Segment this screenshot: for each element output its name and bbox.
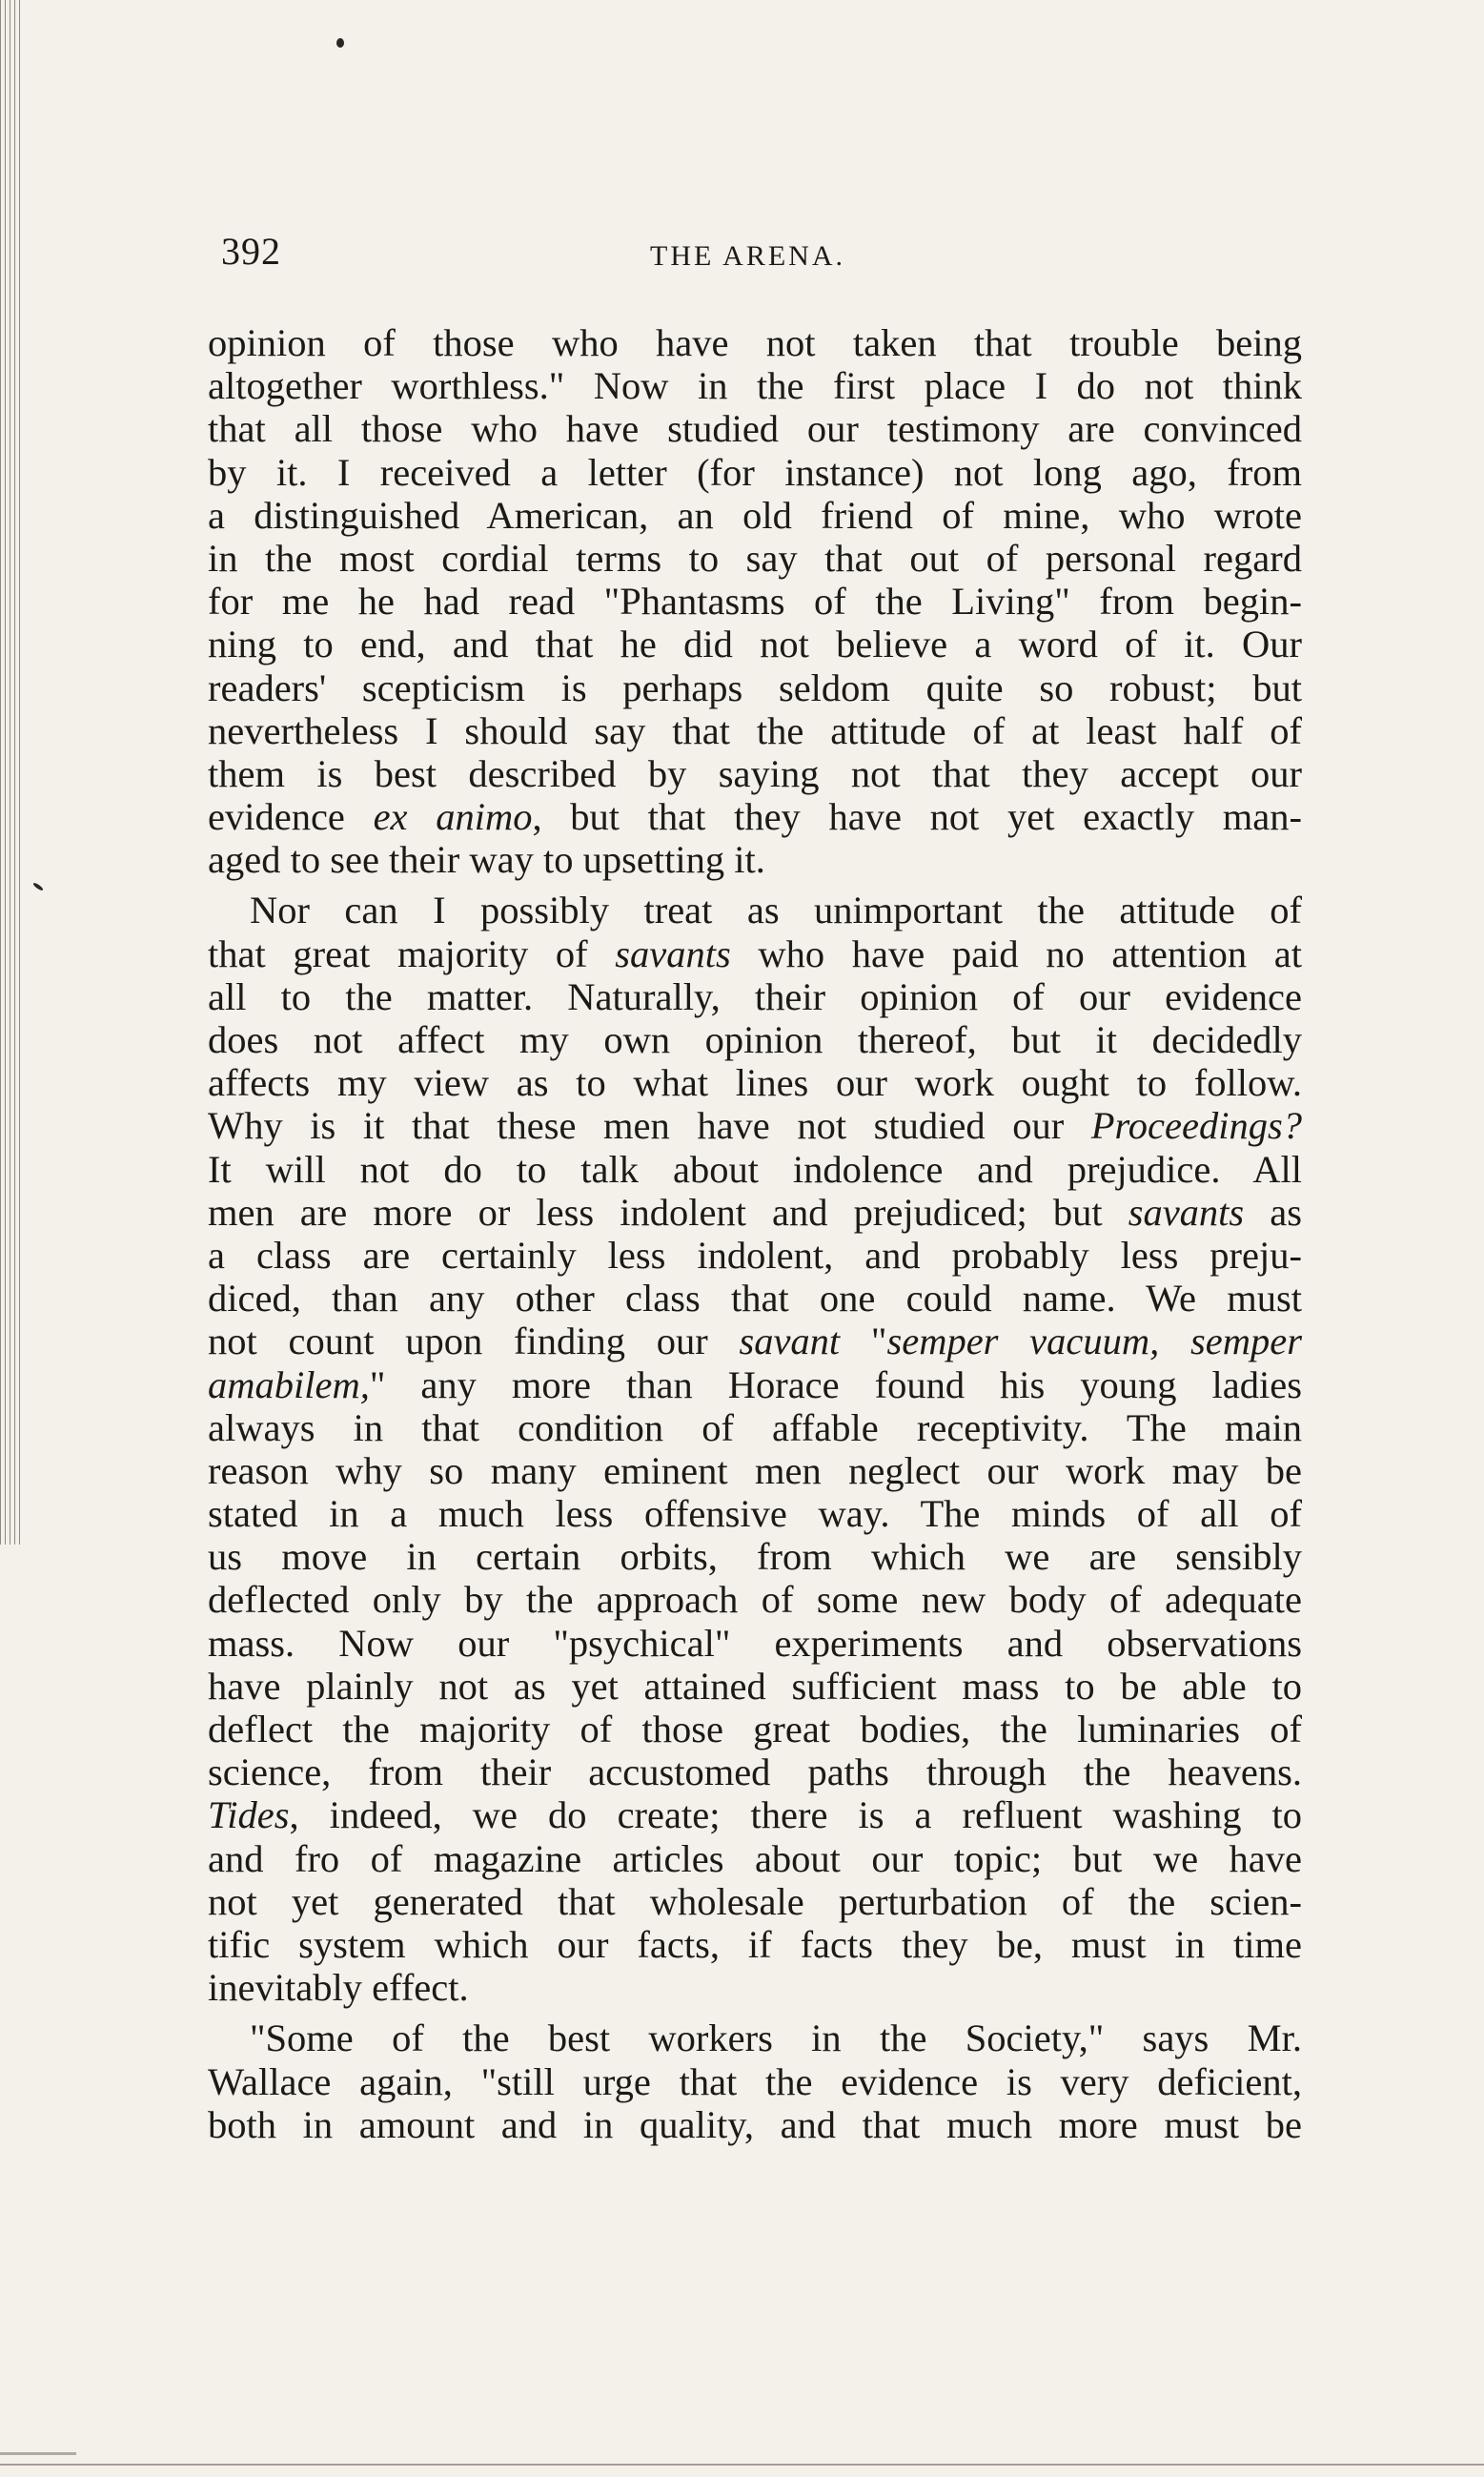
running-title: THE ARENA.: [650, 240, 845, 272]
text-line: readers' scepticism is perhaps seldom quite so robust; but: [208, 665, 1302, 709]
text-line: Nor can I possibly treat as unimportant the attitude of: [250, 889, 1302, 932]
text-line: science, from their accustomed paths through the heavens.: [208, 1750, 1302, 1794]
text-line: all to the matter. Naturally, their opinion of our evidence: [208, 974, 1302, 1018]
text-line: does not affect my own opinion thereof, but it decidedly: [208, 1018, 1302, 1061]
page-header: [221, 229, 1317, 286]
text-line: affects my view as to what lines our work ought to follow.: [208, 1061, 1302, 1105]
scan-artifact: [0, 2452, 76, 2455]
text-line: deflect the majority of those great bodies, the luminaries of: [208, 1708, 1302, 1750]
text-line: "Some of the best workers in the Society," says Mr.: [250, 2016, 1302, 2060]
page-edge-shadow: [0, 0, 21, 1545]
text-line: tific system which our facts, if facts they be, must in time: [208, 1922, 1302, 1966]
text-line: have plainly not as yet attained sufficient mass to be able to: [208, 1664, 1302, 1708]
text-line: altogether worthless." Now in the first place I do not think: [208, 364, 1302, 408]
text-line: Why is it that these men have not studied our Proceedings?: [208, 1104, 1302, 1148]
text-line: them is best described by saying not that they accept our: [208, 751, 1302, 795]
text-line: and fro of magazine articles about our topic; but we have: [208, 1836, 1302, 1880]
text-line: ning to end, and that he did not believe a word of it. Our: [208, 623, 1302, 666]
text-line: It will not do to talk about indolence and prejudice. All: [208, 1147, 1302, 1191]
text-line: not yet generated that wholesale perturbation of the scien-: [208, 1879, 1302, 1923]
paragraph-gap: [208, 2009, 1302, 2016]
paragraph-gap: [208, 881, 1302, 889]
text-line: us move in certain orbits, from which we are sensibly: [208, 1535, 1302, 1579]
ink-speck: [32, 882, 44, 891]
scan-artifact-rule: [0, 2464, 1484, 2466]
text-line: men are more or less indolent and prejudiced; but savants as: [208, 1190, 1302, 1234]
paragraph: [208, 2016, 1302, 2146]
text-line: that all those who have studied our testimony are convinced: [208, 407, 1302, 451]
text-line: a class are certainly less indolent, and probably less preju-: [208, 1233, 1302, 1277]
text-line: reason why so many eminent men neglect our work may be: [208, 1448, 1302, 1492]
text-line: amabilem," any more than Horace found his young ladies: [208, 1362, 1302, 1406]
text-line: Wallace again, "still urge that the evidence is very deficient,: [208, 2059, 1302, 2103]
text-line: opinion of those who have not taken that trouble being: [208, 321, 1302, 364]
text-line: aged to see their way to upsetting it.: [208, 838, 765, 882]
page-number: 392: [221, 230, 281, 273]
text-line: a distinguished American, an old friend of mine, who wrote: [208, 493, 1302, 537]
text-line: always in that condition of affable receptivity. The main: [208, 1405, 1302, 1449]
text-line: evidence ex animo, but that they have not yet exactly man-: [208, 795, 1302, 839]
text-line: stated in a much less offensive way. The minds of all of: [208, 1492, 1302, 1536]
text-line: diced, than any other class that one could name. We must: [208, 1277, 1302, 1320]
text-line: for me he had read "Phantasms of the Living" from begin-: [208, 580, 1302, 624]
ink-speck: [336, 38, 344, 48]
text-line: nevertheless I should say that the attitude of at least half of: [208, 708, 1302, 752]
text-line: inevitably effect.: [208, 1966, 469, 2010]
text-line: in the most cordial terms to say that out of personal regard: [208, 536, 1302, 580]
text-line: Tides, indeed, we do create; there is a refluent washing to: [208, 1793, 1302, 1837]
text-line: deflected only by the approach of some new body of adequate: [208, 1578, 1302, 1622]
text-line: by it. I received a letter (for instance) not long ago, from: [208, 450, 1302, 494]
text-line: both in amount and in quality, and that much more must be: [208, 2102, 1302, 2146]
text-line: not count upon finding our savant "semper vacuum, semper: [208, 1320, 1302, 1363]
text-line: that great majority of savants who have paid no attention at: [208, 931, 1302, 975]
paragraph: [208, 889, 1302, 2009]
body-text: [208, 321, 1302, 2146]
paragraph: [208, 321, 1302, 881]
text-line: mass. Now our "psychical" experiments and observations: [208, 1621, 1302, 1665]
